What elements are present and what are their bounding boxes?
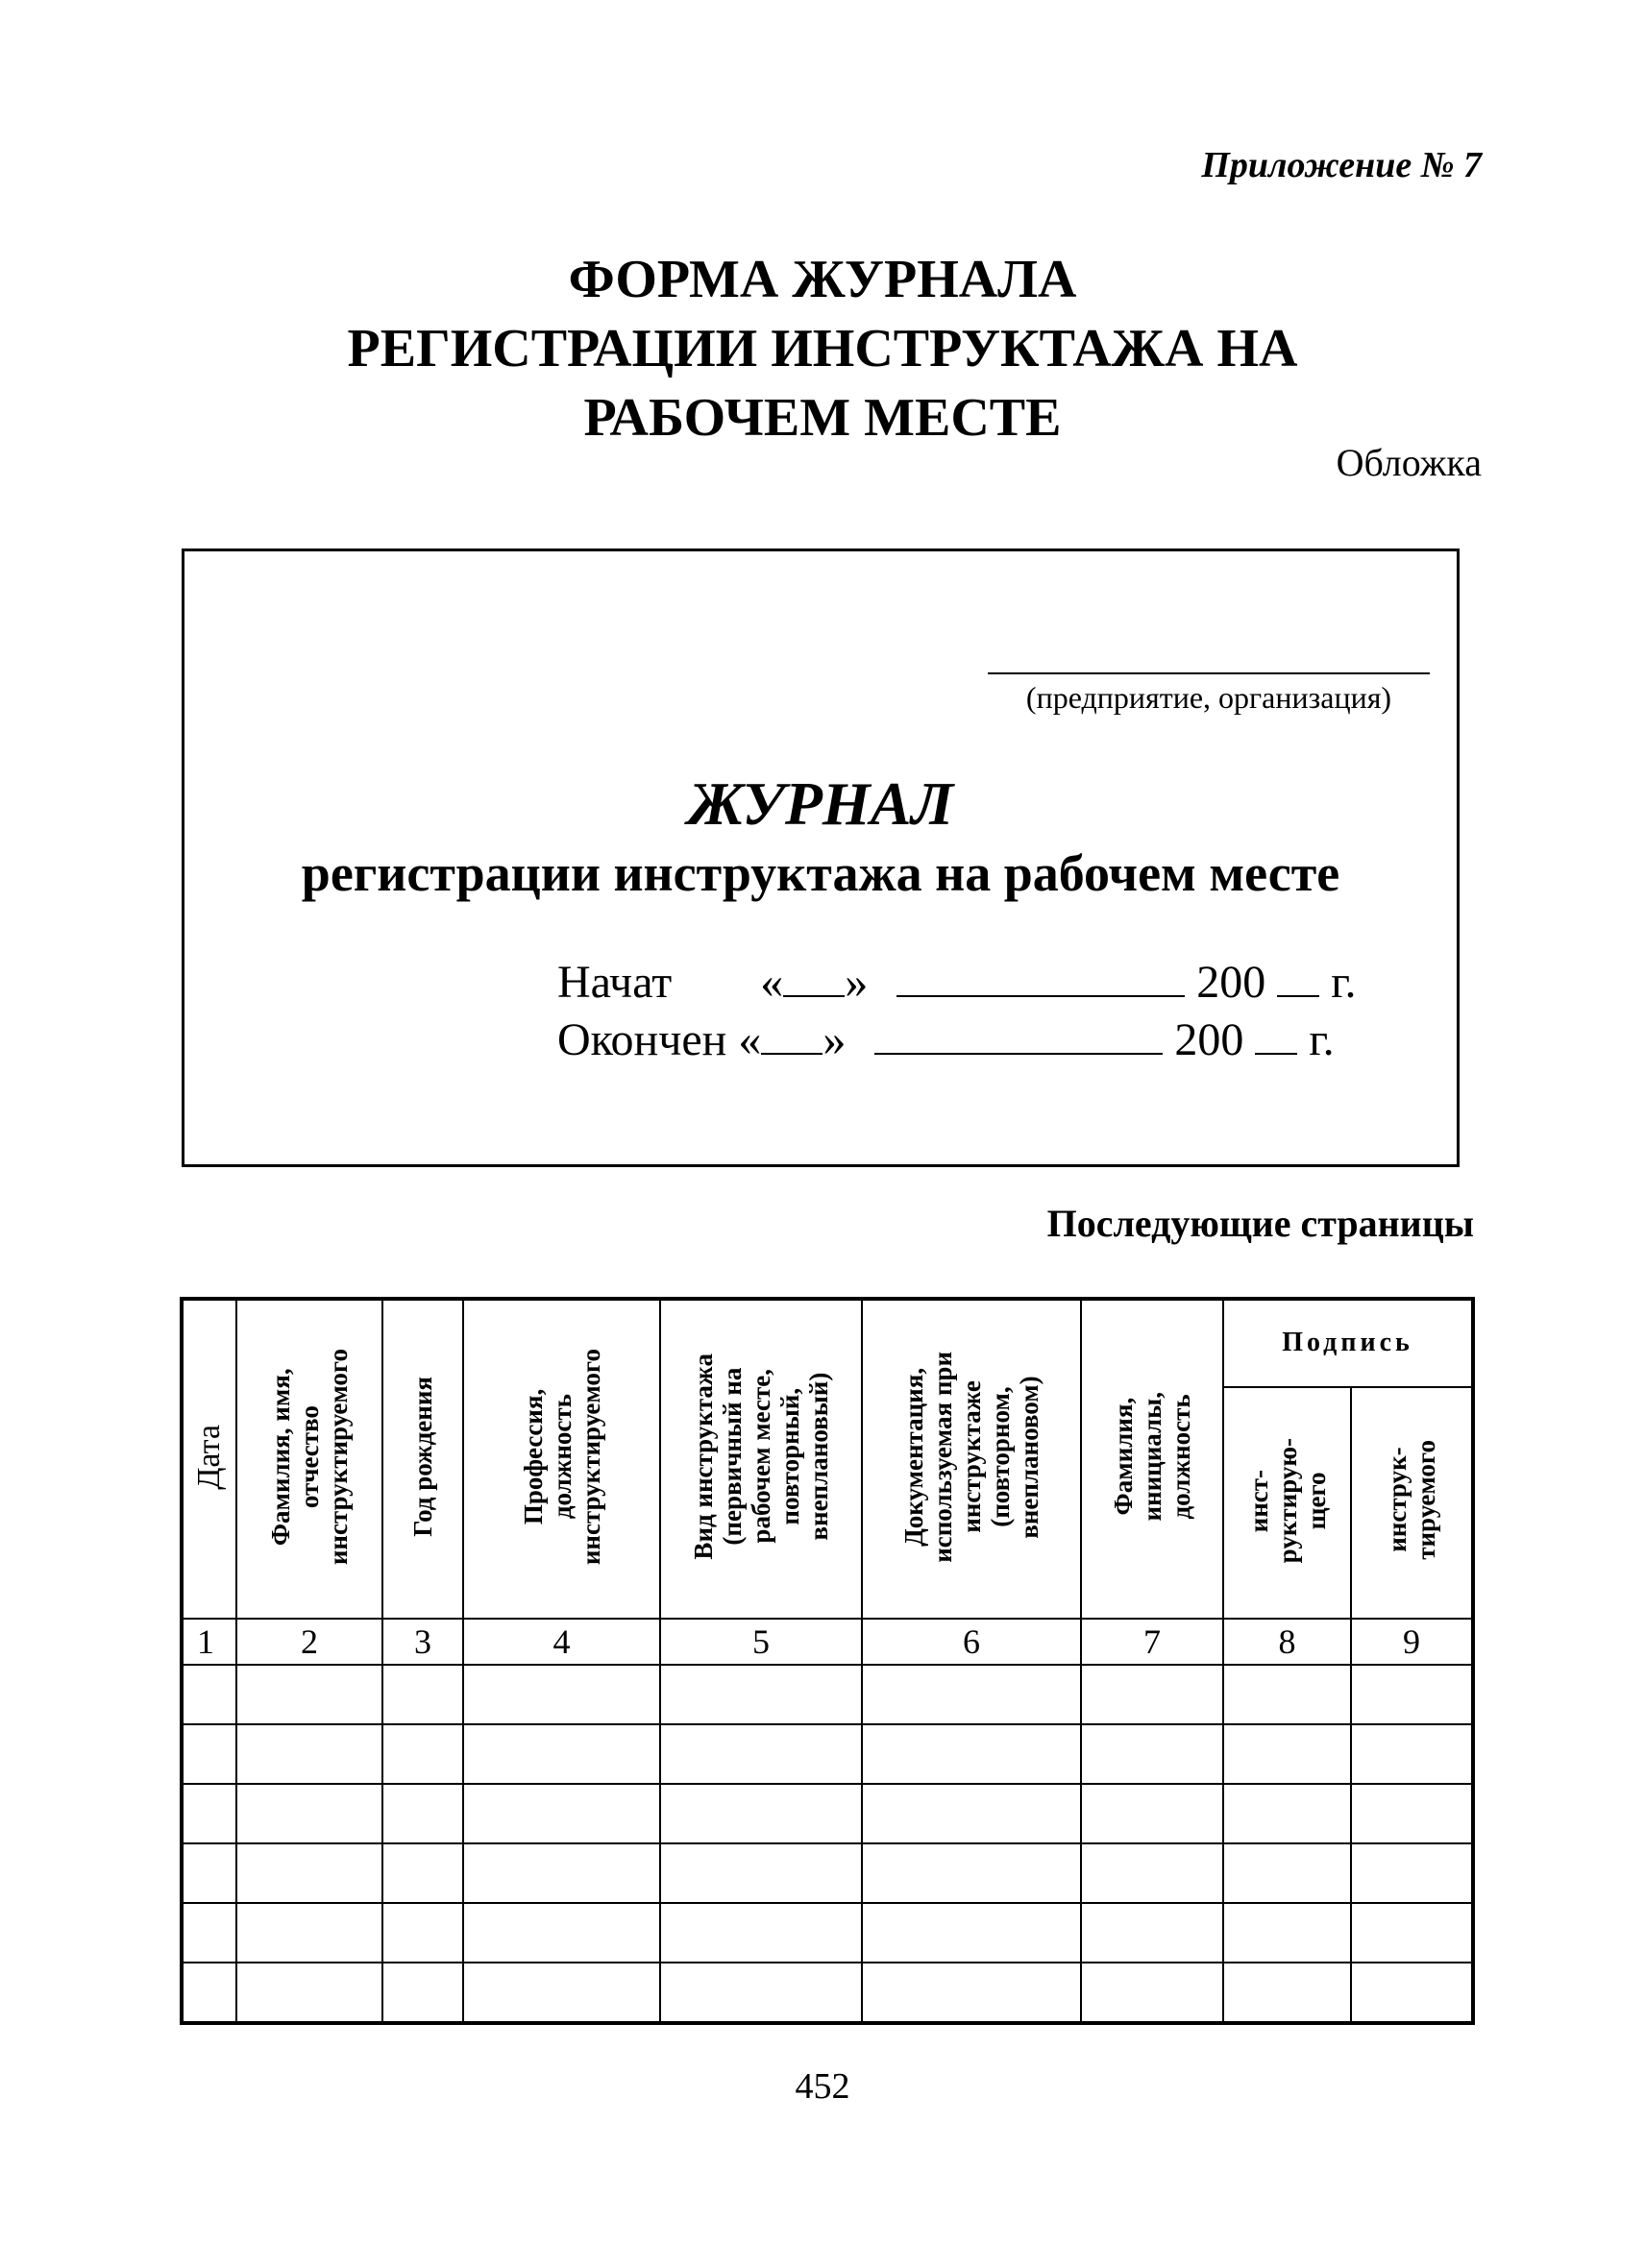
column-number: 6	[862, 1619, 1081, 1665]
table-cell	[862, 1903, 1081, 1963]
table-cell	[660, 1843, 862, 1903]
journal-table	[180, 1297, 1475, 2025]
day-blank	[761, 1052, 822, 1055]
month-blank	[896, 994, 1185, 997]
table-cell	[382, 1665, 463, 1724]
org-blank-line	[988, 672, 1430, 674]
table-cell	[1351, 1784, 1473, 1843]
table-cell	[236, 1724, 382, 1784]
cover-label: Обложка	[1336, 441, 1482, 484]
table-cell	[1081, 1665, 1223, 1724]
column-number: 1	[182, 1619, 236, 1665]
table-cell	[660, 1963, 862, 2023]
table-cell	[660, 1665, 862, 1724]
header-sign-instructor	[1223, 1387, 1351, 1619]
table-row	[182, 1784, 1473, 1843]
header-text: Дата	[191, 1424, 227, 1490]
table-cell	[182, 1784, 236, 1843]
column-number: 3	[382, 1619, 463, 1665]
org-caption: (предприятие, организация)	[1025, 680, 1392, 715]
header-briefing-type	[660, 1299, 862, 1619]
table-body	[182, 1665, 1473, 2023]
table-cell	[1351, 1963, 1473, 2023]
table-cell	[1351, 1724, 1473, 1784]
table-cell	[1081, 1784, 1223, 1843]
table-row	[182, 1665, 1473, 1724]
table-row	[182, 1963, 1473, 2023]
column-number: 7	[1081, 1619, 1223, 1665]
table-cell	[182, 1903, 236, 1963]
table-cell	[236, 1784, 382, 1843]
started-date-line	[557, 956, 1357, 1009]
quote-open: «	[738, 1014, 762, 1065]
table-cell	[382, 1843, 463, 1903]
finished-label: Окончен	[557, 1014, 727, 1065]
table-cell	[463, 1665, 660, 1724]
table-cell	[1351, 1843, 1473, 1903]
table-cell	[182, 1665, 236, 1724]
table-cell	[382, 1784, 463, 1843]
table-cell	[182, 1843, 236, 1903]
journal-title: ЖУРНАЛ	[687, 769, 954, 838]
header-text: Профессия, должность инструктируемого	[518, 1348, 605, 1566]
started-label: Начат	[557, 957, 673, 1008]
table-cell	[1223, 1963, 1351, 2023]
form-title-line: ФОРМА ЖУРНАЛА	[568, 250, 1077, 309]
header-date	[182, 1299, 236, 1619]
table-cell	[236, 1665, 382, 1724]
column-number: 4	[463, 1619, 660, 1665]
header-text: Документация, используемая при инструктаже (повторном, внеплановом)	[899, 1351, 1043, 1563]
table-cell	[862, 1784, 1081, 1843]
header-text: Фамилия, имя, отчество инструктируемого	[266, 1348, 353, 1566]
year-prefix: 200	[1174, 1014, 1244, 1065]
year-blank	[1255, 1052, 1297, 1055]
table-cell	[1351, 1665, 1473, 1724]
table-cell	[1223, 1843, 1351, 1903]
table-cell	[1081, 1903, 1223, 1963]
table-cell	[862, 1665, 1081, 1724]
form-title	[0, 245, 1645, 452]
column-number: 8	[1223, 1619, 1351, 1665]
header-text: инст- руктирую- щего	[1243, 1437, 1331, 1563]
table-cell	[862, 1963, 1081, 2023]
table-cell	[660, 1784, 862, 1843]
quote-close: »	[822, 1014, 847, 1065]
year-prefix: 200	[1196, 957, 1266, 1008]
table-cell	[1081, 1843, 1223, 1903]
table-cell	[182, 1963, 236, 2023]
table-cell	[1223, 1665, 1351, 1724]
subsequent-pages-label: Последующие страницы	[1046, 1202, 1474, 1245]
table-cell	[463, 1903, 660, 1963]
month-blank	[874, 1052, 1163, 1055]
table-row	[182, 1903, 1473, 1963]
column-number: 9	[1351, 1619, 1473, 1665]
table-cell	[382, 1724, 463, 1784]
table-row	[182, 1843, 1473, 1903]
table-cell	[1351, 1903, 1473, 1963]
header-profession	[463, 1299, 660, 1619]
year-blank	[1277, 994, 1319, 997]
header-text: инструк- тируемого	[1383, 1440, 1440, 1561]
table-cell	[1081, 1963, 1223, 2023]
table-cell	[236, 1843, 382, 1903]
day-blank	[783, 994, 845, 997]
finished-date-line	[557, 1013, 1335, 1066]
header-row	[182, 1299, 1473, 1387]
table-cell	[463, 1784, 660, 1843]
form-title-line: РАБОЧЕМ МЕСТЕ	[583, 388, 1062, 448]
table-cell	[463, 1843, 660, 1903]
header-birth-year	[382, 1299, 463, 1619]
appendix-label: Приложение № 7	[1201, 145, 1482, 185]
quote-open: «	[760, 957, 784, 1008]
header-name	[236, 1299, 382, 1619]
header-text: Год рождения	[408, 1377, 437, 1537]
form-title-line: РЕГИСТРАЦИИ ИНСТРУКТАЖА НА	[347, 319, 1298, 378]
table-cell	[236, 1903, 382, 1963]
header-text: Вид инструктажа (первичный на рабочем месте, повторный, внеплановый)	[689, 1353, 833, 1560]
column-number-row	[182, 1619, 1473, 1665]
column-number: 5	[660, 1619, 862, 1665]
table-cell	[463, 1963, 660, 2023]
table-cell	[382, 1963, 463, 2023]
table-cell	[1223, 1784, 1351, 1843]
table-cell	[862, 1843, 1081, 1903]
quote-close: »	[845, 957, 869, 1008]
table-cell	[236, 1963, 382, 2023]
year-suffix: г.	[1331, 957, 1357, 1008]
header-documentation	[862, 1299, 1081, 1619]
table-row	[182, 1724, 1473, 1784]
column-number: 2	[236, 1619, 382, 1665]
journal-subtitle: регистрации инструктажа на рабочем месте	[301, 844, 1340, 902]
table-cell	[1223, 1903, 1351, 1963]
table-cell	[862, 1724, 1081, 1784]
year-suffix: г.	[1309, 1014, 1335, 1065]
table-cell	[182, 1724, 236, 1784]
header-signature: Подпись	[1223, 1299, 1473, 1387]
header-sign-instructed	[1351, 1387, 1473, 1619]
table-cell	[382, 1903, 463, 1963]
header-instructor	[1081, 1299, 1223, 1619]
table-cell	[660, 1724, 862, 1784]
table-cell	[463, 1724, 660, 1784]
header-text: Фамилия, инициалы, должность	[1109, 1392, 1195, 1522]
table-cell	[1081, 1724, 1223, 1784]
table-cell	[1223, 1724, 1351, 1784]
page-number: 452	[795, 2066, 850, 2107]
table-cell	[660, 1903, 862, 1963]
